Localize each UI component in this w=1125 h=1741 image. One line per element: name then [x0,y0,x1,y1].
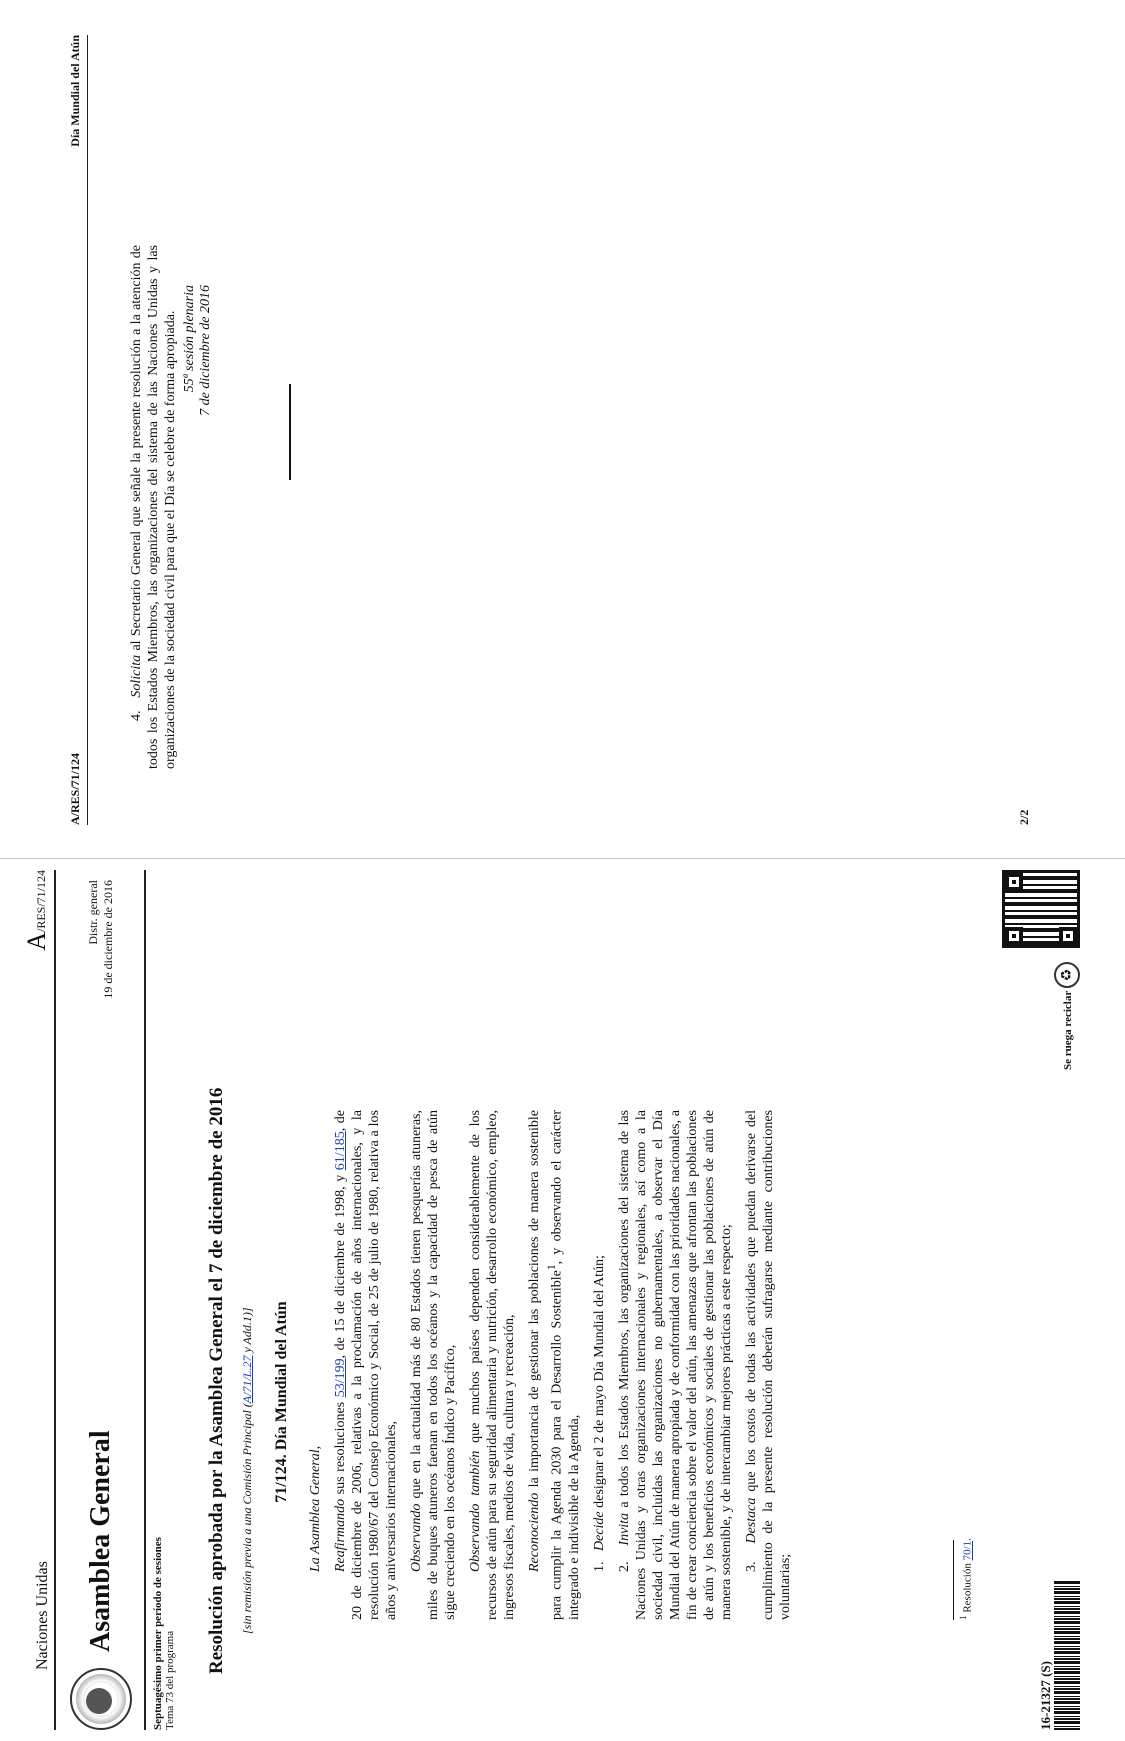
session-block [182,285,214,416]
qr-code-icon [1002,870,1080,948]
preamble-3: Observando también que muchos países dependen considerablemente de los recursos de atún para su seguridad alimentaria y nutrición, desarrollo económico, empleo, ingresos fiscales, medios de vida, cultura y recreación, [468,1109,517,1620]
resolution-title: Resolución aprobada por la Asamblea General el 7 de diciembre de 2016 [206,1087,227,1674]
page-1-content [22,870,1102,1730]
paragraph-text: al Secretario General que señale la presente resolución a la atención de todos los Estados Miembros, las organizaciones del sistema de las Naciones Unidas y las organizaciones de la sociedad civil para que el Día se celebre de forma apropiada. [129,245,178,769]
preamble-1: Reafirmando sus resoluciones 53/199, de 15 de diciembre de 1998, y 61/185, de 20 de diciembre de 2006, relativas a la proclamación de años internacionales, y la resolución 1980/67 del Consejo Económico y Social, de 25 de julio de 1980, relativa a los años y aniversarios internacionales, [333,1110,399,1620]
footnote: $^1$ Resolución 70/1. [958,1538,974,1620]
footnote-rule [953,1540,954,1620]
footnote-link-70-1[interactable]: 70/1 [962,1540,974,1561]
operative-1: 1. Decide designar el 2 de mayo Día Mundial del Atún; [591,1255,607,1572]
page-2-footer [1017,35,1032,825]
distribution-label: Distr. general [86,880,100,945]
resolution-subtitle: [sin remisión previa a una Comisión Principal (A/71/L.27 y Add.1)] [240,1307,254,1634]
resolution-link-53-199[interactable]: 53/199 [333,1358,348,1398]
org-name: Naciones Unidas [34,1561,51,1670]
preamble-4: Reconociendo la importancia de gestionar las poblaciones de manera sostenible para cumplir la Agenda 2030 para el Desarrollo Sostenible$^1$, y observando el carácter integrado e indivisible de la Agenda, [527,1110,582,1620]
session-line: Septuagésimo primer período de sesiones [152,1537,164,1730]
page-1-footer [953,870,1080,1730]
page-2-content [62,35,1062,825]
resolution-body [307,870,794,1730]
session-label: 55ª sesión plenaria [182,285,197,393]
preamble-2: Observando que en la actualidad más de 80 Estados tienen pesquerías atuneras, miles de buques atuneros faenan en todos los océanos y la capacidad de pesca de atún sigue creciendo en los océanos Índico y Pacífico, [409,1110,458,1620]
paragraph-verb: Solicita [129,654,144,698]
distribution-block [86,870,116,999]
resolution-title-block [206,870,291,1730]
header-doc-symbol: A/RES/71/124 [68,752,82,825]
recycle-notice: Se ruega reciclar ♻ [1054,962,1080,1070]
un-emblem-icon [70,1668,132,1730]
page-number: 2/2 [1017,809,1031,825]
document-code: 16-21327 (S) [1038,1661,1053,1730]
recycle-icon: ♻ [1054,962,1080,988]
symbol-code: /RES/71/124 [34,870,48,933]
symbol-letter: A [22,932,51,951]
closing-rule [289,384,291,480]
agenda-item: Tema 73 del programa [164,1630,176,1730]
operative-2: 2. Invita a todos los Estados Miembros, las organizaciones del sistema de las Naciones Unidas y otras organizaciones internacionales y regionales, así como a la sociedad civil, incluidas las organizaciones no gubernamentales, a observar el Día Mundial del Atún de manera apropiada y de conformidad con las prioridades nacionales, a fin de crear conciencia sobre el valor del atún, las amenazas que afrontan las poblaciones de atún y los beneficios económicos y sociales de gestionar las poblaciones de atún de manera sostenible, y de intercambiar mejores prácticas a este respecto; [616,1110,734,1620]
resolution-link-61-185[interactable]: 61/185 [333,1131,348,1171]
page-1 [0,859,1125,1741]
page-2-header [62,35,88,825]
masthead [70,870,132,1730]
header-title: Día Mundial del Atún [68,35,82,147]
page-1-header [22,870,54,1730]
subtitle-link[interactable]: A/71/L.27 [240,1355,254,1404]
body-name: Asamblea General [85,1430,116,1652]
barcode-icon [1054,1580,1080,1730]
paragraph-number: 4. [129,710,144,721]
opening-phrase: La Asamblea General, [308,1445,323,1572]
operative-paragraph-4 [128,245,179,769]
session-info [152,870,176,1730]
resolution-heading: 71/124. Día Mundial del Atún [273,1301,290,1503]
page-2 [0,0,1125,858]
distribution-date: 19 de diciembre de 2016 [101,880,115,999]
session-date: 7 de diciembre de 2016 [198,285,213,416]
operative-3: 3. Destaca que los costos de todas las actividades que puedan derivarse del cumplimiento de la presente resolución deberán sufragarse mediante contribuciones voluntarias; [743,1109,793,1620]
document-symbol [22,870,52,951]
document-code-block [1038,1580,1080,1730]
